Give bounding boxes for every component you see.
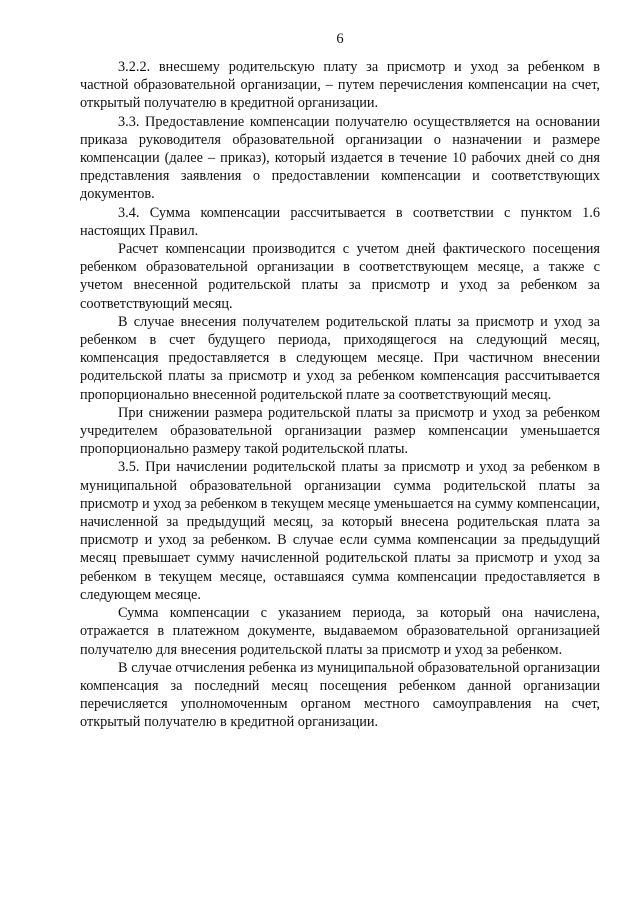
paragraph-3-5: 3.5. При начислении родительской платы за присмотр и уход за ребенком в муниципальной образовательной организации сумма родительской платы за присмотр и уход за ребенком в текущем месяце уменьшается на сумму компенсации, начисленной за предыдущий месяц, за который внесена родительская плата за присмотр и уход за ребенком. В случае если сумма компенсации за предыдущий месяц превышает сумму начисленной родительской платы за присмотр и уход за ребенком в текущем месяце, оставшаяся сумма компенсации предоставляется в следующем месяце. bbox=[80, 459, 600, 603]
document-page bbox=[80, 0, 600, 905]
paragraph-calculation: Расчет компенсации производится с учетом дней фактического посещения ребенком образовательной организации в соответствующем месяце, а также с учетом внесенной родительской платы за присмотр и уход за ребенком за соответствующий месяц. bbox=[80, 241, 600, 312]
paragraph-3-3: 3.3. Предоставление компенсации получателю осуществляется на основании приказа руководителя образовательной организации о назначении и размере компенсации (далее – приказ), который издается в течение 10 рабочих дней со дня представления заявления о предоставлении компенсации и соответствующих документов. bbox=[80, 113, 600, 203]
paragraph-expulsion: В случае отчисления ребенка из муниципальной образовательной организации компенсация за последний месяц посещения ребенком данной организации перечисляется уполномоченным органом местного самоуправления на счет, открытый получателю в кредитной организации. bbox=[80, 659, 600, 731]
paragraph-payment-document: Сумма компенсации с указанием периода, за который она начислена, отражается в платежном документе, выдаваемом образовательной организацией получателю для внесения родительской платы за присмотр и уход за ребенком. bbox=[80, 605, 600, 658]
paragraph-reduction: При снижении размера родительской платы за присмотр и уход за ребенком учредителем образовательной организации размер компенсации уменьшается пропорционально размеру такой родительской платы. bbox=[80, 404, 600, 458]
page-number: 6 bbox=[336, 31, 344, 47]
document-body bbox=[80, 58, 600, 732]
paragraph-3-2-2: 3.2.2. внесшему родительскую плату за присмотр и уход за ребенком в частной образовательной организации, – путем перечисления компенсации на счет, открытый получателю в кредитной организации. bbox=[80, 59, 600, 112]
paragraph-future-period: В случае внесения получателем родительской платы за присмотр и уход за ребенком в счет будущего периода, приходящегося на следующий месяц, компенсация предоставляется в следующем месяце. При частичном внесении родительской платы за присмотр и уход за ребенком компенсация рассчитывается пропорционально внесенной родительской плате за соответствующий месяц. bbox=[80, 313, 600, 403]
paragraph-3-4: 3.4. Сумма компенсации рассчитывается в соответствии с пунктом 1.6 настоящих Правил. bbox=[80, 204, 600, 239]
